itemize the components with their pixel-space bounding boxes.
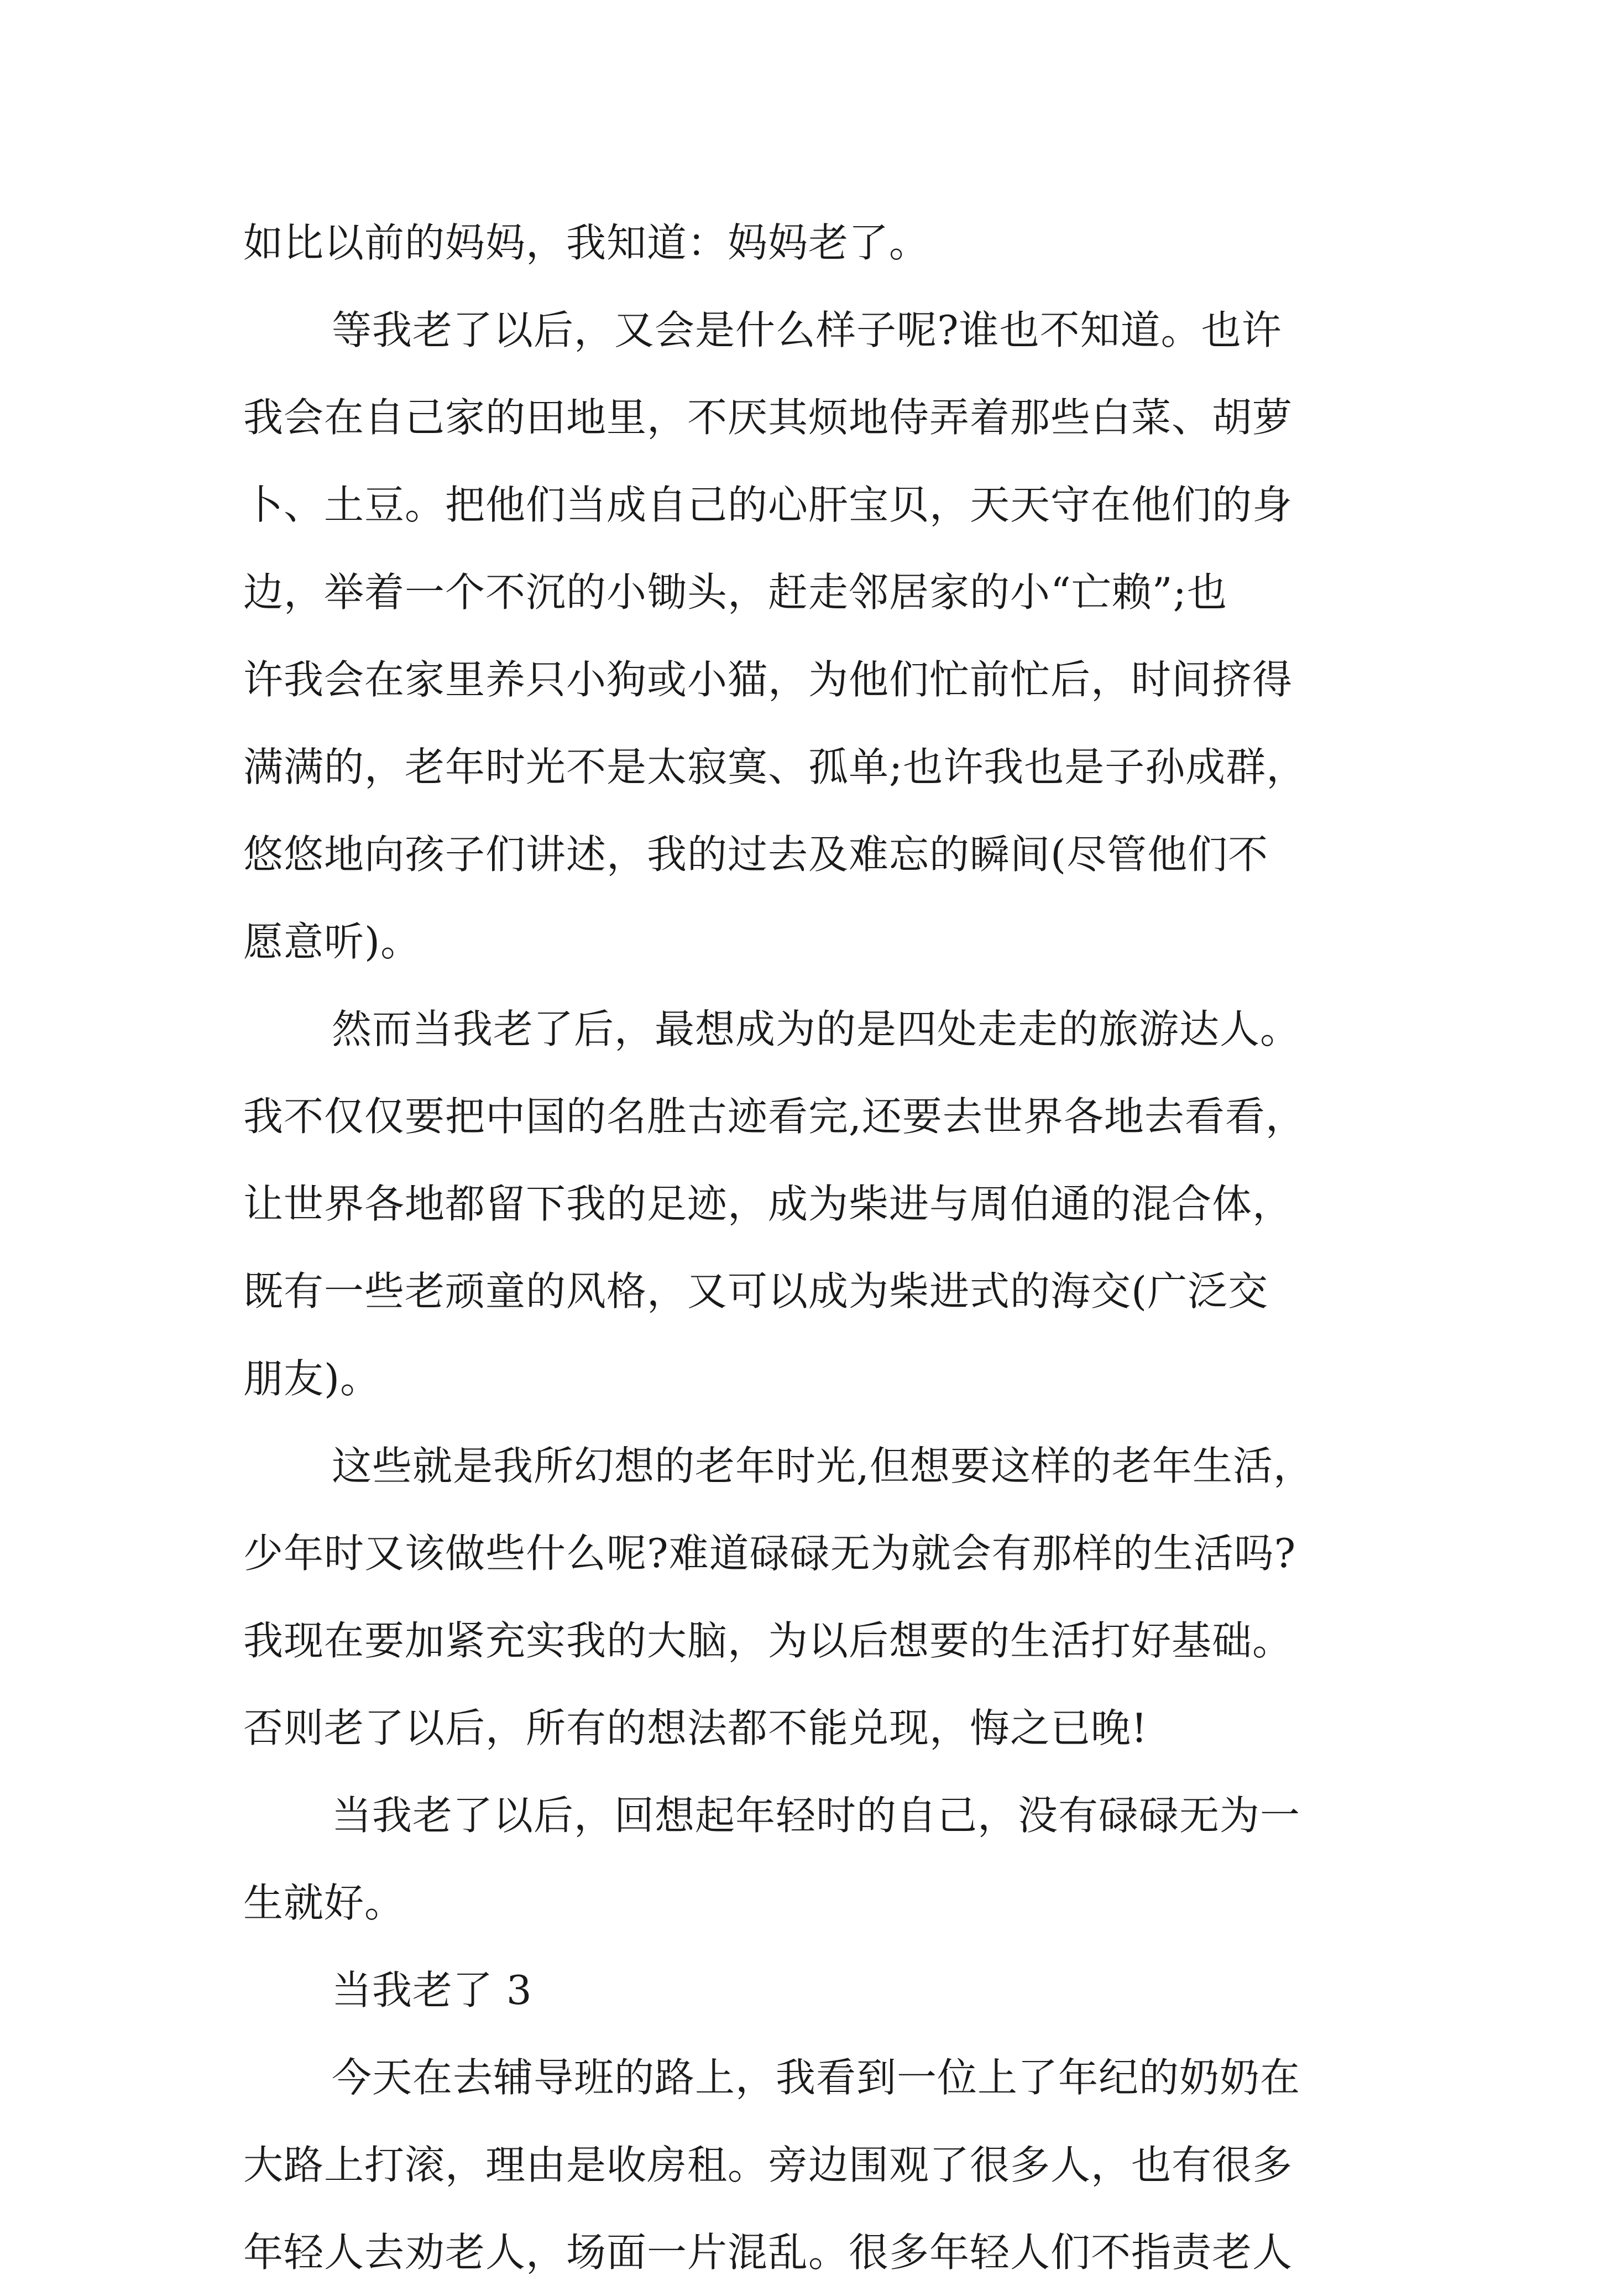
text-line: 许我会在家里养只小狗或小猫，为他们忙前忙后，时间挤得: [243, 656, 1293, 703]
text-line: 卜、土豆。把他们当成自己的心肝宝贝，天天守在他们的身: [243, 482, 1293, 528]
text-line: 生就好。: [243, 1880, 405, 1926]
document-body: [243, 199, 1382, 2296]
text-line: 我会在自己家的田地里，不厌其烦地侍弄着那些白菜、胡萝: [243, 394, 1293, 441]
text-line: 然而当我老了后，最想成为的是四处走走的旅游达人。: [332, 1006, 1301, 1052]
text-line: 年轻人去劝老人，场面一片混乱。很多年轻人们不指责老人: [243, 2229, 1293, 2276]
text-line: 让世界各地都留下我的足迹，成为柴进与周伯通的混合体，: [243, 1181, 1293, 1227]
text-line: 愿意听)。: [243, 919, 421, 965]
text-line: 当我老了以后，回想起年轻时的自己，没有碌碌无为一: [332, 1792, 1301, 1839]
text-line: 边，举着一个不沉的小锄头，赶走邻居家的小“亡赖”;也: [243, 569, 1227, 615]
section-heading: 当我老了 3: [332, 1967, 532, 2013]
text-line: 今天在去辅导班的路上，我看到一位上了年纪的奶奶在: [332, 2054, 1301, 2101]
text-line: 大路上打滚，理由是收房租。旁边围观了很多人，也有很多: [243, 2142, 1293, 2188]
text-line: 少年时又该做些什么呢?难道碌碌无为就会有那样的生活吗?: [243, 1530, 1296, 1577]
text-line: 满满的，老年时光不是太寂寞、孤单;也许我也是子孙成群，: [243, 744, 1307, 790]
text-line: 如比以前的妈妈，我知道：妈妈老了。: [243, 220, 930, 266]
text-line: 等我老了以后，又会是什么样子呢?谁也不知道。也许: [332, 307, 1282, 353]
text-line: 悠悠地向孩子们讲述，我的过去及难忘的瞬间(尽管他们不: [243, 831, 1269, 878]
text-line: 朋友)。: [243, 1355, 381, 1402]
text-line: 这些就是我所幻想的老年时光,但想要这样的老年生活，: [332, 1443, 1314, 1489]
text-line: 我不仅仅要把中国的名胜古迹看完,还要去世界各地去看看，: [243, 1093, 1306, 1140]
text-line: 否则老了以后，所有的想法都不能兑现，悔之已晚!: [243, 1705, 1148, 1751]
text-line: 既有一些老顽童的风格，又可以成为柴进式的海交(广泛交: [243, 1268, 1269, 1314]
text-line: 我现在要加紧充实我的大脑，为以后想要的生活打好基础。: [243, 1617, 1293, 1664]
